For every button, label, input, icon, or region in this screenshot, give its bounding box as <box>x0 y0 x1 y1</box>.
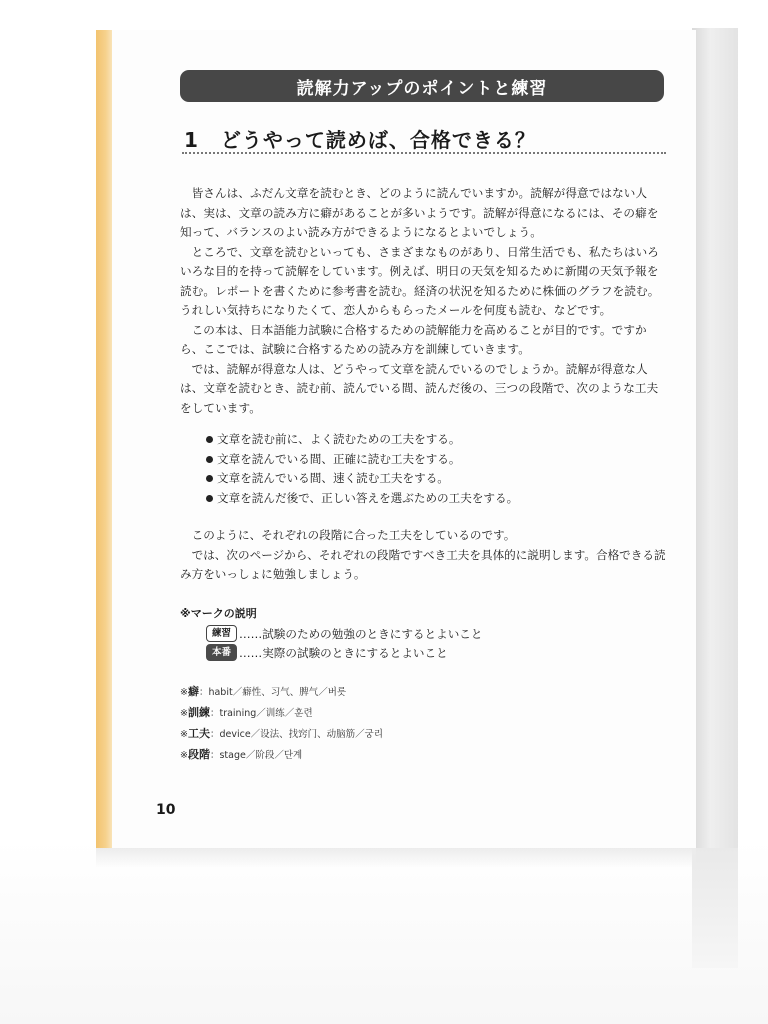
page-spine-binding <box>96 30 112 848</box>
note-item: ※癖：habit／癖性、习气、脾气／버릇 <box>180 685 347 698</box>
note-item: ※工夫：device／设法、找窍门、动脑筋／궁리 <box>180 727 384 740</box>
mark-description: ……試験のための勉強のときにするとよいこと <box>239 626 483 641</box>
section-title: どうやって読めば、合格できる？ <box>220 128 536 152</box>
page-bottom-shadow <box>96 848 696 868</box>
paragraph: この本は、日本語能力試験に合格するための読解能力を高めることが目的です。ですから、ここでは、試験に合格するための読み方を訓練していきます。 <box>180 322 647 356</box>
facing-page-edge <box>692 28 738 848</box>
note-item: ※訓練：training／训练／훈련 <box>180 706 313 719</box>
section-divider <box>182 152 666 154</box>
paragraph: 皆さんは、ふだん文章を読むとき、どのように読んでいますか。読解が得意ではない人は、実は、文章の読み方に癖があることが多いようです。読解が得意になるには、その癖を知って、バランスのよい読み方ができるようになるとよいでしょう。 <box>180 186 659 239</box>
mark-legend-heading: ※マークの説明 <box>180 607 257 620</box>
bullet-icon <box>206 475 213 482</box>
practice-badge: 練習 <box>206 625 237 642</box>
chapter-header-title: 読解力アップのポイントと練習 <box>296 78 548 99</box>
mark-legend-practice <box>206 625 483 642</box>
facing-page-shadow <box>692 848 738 968</box>
list-item: 文章を読む前に、よく読むための工夫をする。 <box>206 430 646 450</box>
bullet-icon <box>206 495 213 502</box>
mark-description: ……実際の試験のときにするとよいこと <box>239 645 448 660</box>
mark-legend-exam <box>206 644 448 661</box>
bullet-icon <box>206 436 213 443</box>
paragraph: ところで、文章を読むといっても、さまざまなものがあり、日常生活でも、私たちはいろいろな目的を持って読解をしています。例えば、明日の天気を知るために新聞の天気予報を読む。レポートを書くために参考書を読む。経済の状況を知るために株価のグラフを読む。うれしい気持ちになりたくて、恋人からもらったメールを何度も読む、などです。 <box>180 244 660 317</box>
note-item: ※段階：stage／阶段／단계 <box>180 748 303 761</box>
page-number: 10 <box>156 802 176 818</box>
bullet-icon <box>206 456 213 463</box>
paragraph: では、読解が得意な人は、どうやって文章を読んでいるのでしょうか。読解が得意な人は、文章を読むとき、読む前、読んでいる間、読んだ後の、三つの段階で、次のような工夫をしています。 <box>180 361 659 415</box>
vocabulary-notes <box>180 682 480 766</box>
exam-badge: 本番 <box>206 644 237 661</box>
list-item: 文章を読んでいる間、正確に読む工夫をする。 <box>206 450 646 470</box>
section-heading <box>184 124 664 153</box>
closing-text <box>180 526 668 585</box>
list-item: 文章を読んでいる間、速く読む工夫をする。 <box>206 469 646 489</box>
chapter-header-bar <box>180 70 664 102</box>
paragraph: このように、それぞれの段階に合った工夫をしているのです。 <box>191 528 516 542</box>
body-text <box>180 184 668 418</box>
list-item: 文章を読んだ後で、正しい答えを選ぶための工夫をする。 <box>206 489 646 509</box>
section-number: 1 <box>184 128 199 152</box>
paragraph: では、次のページから、それぞれの段階ですべき工夫を具体的に説明します。合格できる読み方をいっしょに勉強しましょう。 <box>180 547 666 581</box>
strategy-list <box>206 430 646 508</box>
